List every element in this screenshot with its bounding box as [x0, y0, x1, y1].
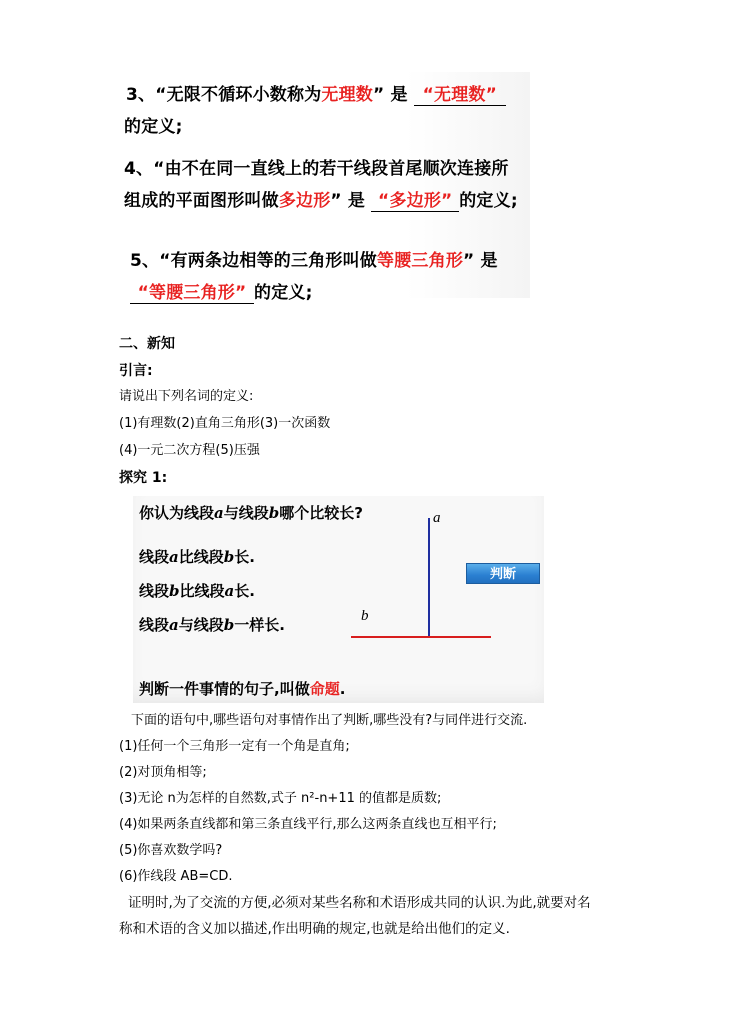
close-quote: ” — [485, 85, 497, 105]
exercise-item: (5)你喜欢数学吗? — [119, 843, 223, 858]
intro-heading: 引言: — [119, 363, 153, 379]
intro-line-2: (4)一元二次方程(5)压强 — [119, 443, 260, 458]
conclusion-prefix: 判断一件事情的句子,叫做 — [139, 680, 310, 698]
review-item-4-term: 多边形 — [278, 191, 331, 211]
open-quote: “ — [422, 85, 435, 105]
closing-line-1: 证明时,为了交流的方便,必须对某些名称和术语形成共同的认识.为此,就要对名 — [128, 895, 591, 911]
review-item-5-suffix: 的定义; — [254, 283, 313, 303]
exercise-intro: 下面的语句中,哪些语句对事情作出了判断,哪些没有?与同伴进行交流. — [131, 713, 528, 728]
conclusion-term: 命题 — [309, 680, 340, 698]
exercise-item: (1)任何一个三角形一定有一个角是直角; — [119, 739, 350, 754]
review-item-4-prefix: 组成的平面图形叫做 — [124, 191, 279, 211]
label-b: b — [361, 608, 369, 624]
review-item-4-blank — [371, 191, 459, 212]
review-item-3-blank — [414, 85, 506, 106]
review-item-3-mid: ” 是 — [373, 85, 414, 105]
review-item-3-line1 — [126, 80, 506, 106]
intro-prompt: 请说出下列名词的定义: — [119, 389, 254, 404]
open-quote: “ — [378, 191, 390, 211]
option-equal: 线段a与线段b一样长. — [139, 616, 285, 634]
review-item-4-line1: 4、“由不在同一直线上的若干线段首尾顺次连接所 — [124, 159, 509, 179]
section-title: 二、新知 — [119, 336, 175, 352]
segment-b — [351, 636, 491, 638]
label-a: a — [433, 510, 441, 526]
review-item-5-mid: ” 是 — [463, 251, 498, 271]
close-quote: ” — [441, 191, 453, 211]
review-item-5-answer: 等腰三角形 — [149, 283, 235, 303]
explore-heading: 探究 1: — [119, 470, 168, 486]
review-item-4-suffix: 的定义; — [459, 191, 518, 211]
review-item-5-prefix: 5、“有两条边相等的三角形叫做 — [130, 251, 378, 271]
exercise-item: (2)对顶角相等; — [119, 765, 207, 780]
open-quote: “ — [137, 283, 149, 303]
review-item-3-suffix: 的定义; — [124, 117, 183, 137]
segment-slide — [133, 496, 544, 703]
review-item-5-line2 — [130, 278, 313, 304]
review-item-5-line1 — [130, 246, 498, 271]
conclusion-suffix: . — [339, 680, 346, 698]
exercise-item: (6)作线段 AB=CD. — [119, 869, 233, 884]
review-item-5-blank — [130, 283, 254, 304]
exercise-item: (4)如果两条直线都和第三条直线平行,那么这两条直线也互相平行; — [119, 817, 497, 832]
option-b-longer: 线段b比线段a长. — [139, 582, 255, 600]
review-item-4-line2 — [124, 186, 518, 212]
exercise-item: (3)无论 n为怎样的自然数,式子 n²-n+11 的值都是质数; — [119, 791, 442, 806]
option-a-longer: 线段a比线段b长. — [139, 548, 255, 566]
intro-line-1: (1)有理数(2)直角三角形(3)一次函数 — [119, 416, 331, 431]
judge-button[interactable]: 判断 — [466, 563, 540, 584]
review-item-3-answer: 无理数 — [434, 85, 486, 105]
close-quote: ” — [235, 283, 247, 303]
closing-line-2: 称和术语的含义加以描述,作出明确的规定,也就是给出他们的定义. — [119, 921, 510, 937]
review-slide — [118, 72, 530, 303]
review-item-4-answer: 多边形 — [389, 191, 442, 211]
segment-a — [428, 518, 430, 638]
review-item-3-term: 无理数 — [321, 85, 374, 105]
review-item-4-mid: ” 是 — [330, 191, 372, 211]
slide-conclusion — [139, 678, 345, 699]
review-item-5-term: 等腰三角形 — [377, 251, 464, 271]
slide-question: 你认为线段a与线段b哪个比较长? — [139, 504, 363, 522]
review-item-3-prefix: 3、“无限不循环小数称为 — [126, 85, 322, 105]
